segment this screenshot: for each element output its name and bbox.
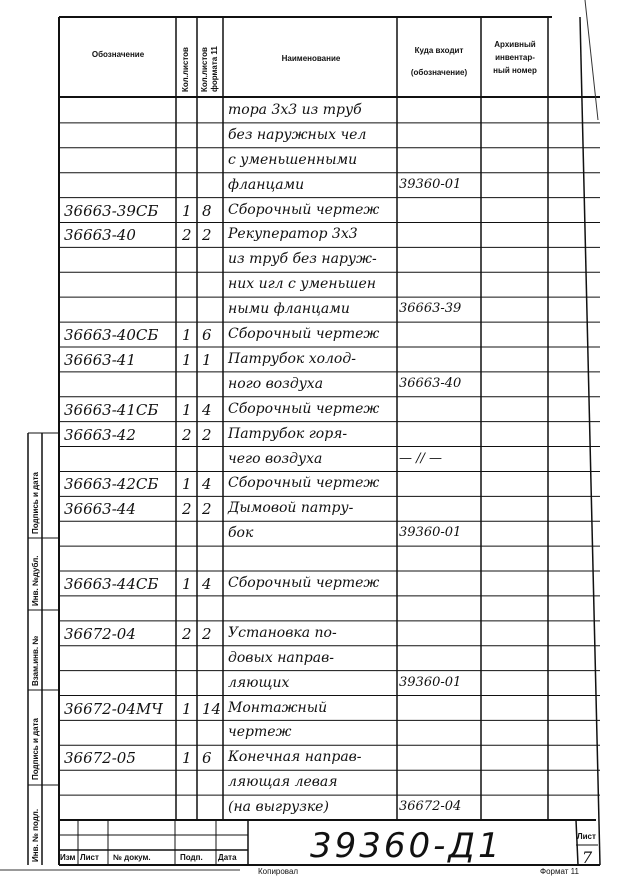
cell-sheets: 1 bbox=[182, 350, 192, 369]
footer-signature: Подп. bbox=[180, 853, 203, 862]
cell-name: ного воздуха bbox=[228, 375, 324, 392]
cell-name: из труб без наруж- bbox=[228, 251, 377, 268]
cell-format: 14 bbox=[202, 699, 222, 718]
header-format-count: Кол.листов формата 11 bbox=[200, 46, 219, 92]
cell-designation: 36663-41 bbox=[64, 350, 136, 369]
footer-change: Изм bbox=[60, 853, 76, 862]
cell-format: 4 bbox=[202, 575, 212, 594]
cell-name: Сборочный чертеж bbox=[228, 400, 380, 417]
label-inv-duplicate: Инв. №дубл. bbox=[31, 555, 40, 606]
cell-name: (на выгрузке) bbox=[228, 799, 329, 816]
cell-name: ляющая левая bbox=[228, 774, 338, 791]
cell-name: Дымовой патру- bbox=[228, 500, 354, 517]
header-archive-line3: ный номер bbox=[493, 66, 537, 75]
cell-name: ными фланцами bbox=[228, 301, 350, 318]
cell-name: Монтажный bbox=[228, 699, 328, 716]
label-sign-date-2: Подпись и дата bbox=[31, 472, 40, 534]
cell-format: 4 bbox=[202, 475, 212, 494]
cell-sheets: 2 bbox=[182, 226, 192, 245]
header-sheet-count: Кол.листов bbox=[181, 47, 190, 92]
header-part-of: Куда входит (обозначение) bbox=[410, 46, 468, 77]
cell-format: 6 bbox=[202, 749, 212, 768]
cell-part-of: 36663-40 bbox=[399, 375, 462, 391]
cell-name: Установка по- bbox=[228, 624, 337, 641]
cell-name: бок bbox=[228, 525, 254, 542]
cell-sheets: 1 bbox=[182, 475, 192, 494]
cell-name: Сборочный чертеж bbox=[228, 475, 380, 492]
footer-sheet: Лист bbox=[80, 853, 99, 862]
cell-designation: 36672-04 bbox=[64, 624, 136, 643]
footer-format: Формат 11 bbox=[540, 867, 579, 876]
cell-part-of: 39360-01 bbox=[399, 525, 462, 541]
header-archive-line1: Архивный bbox=[494, 40, 536, 49]
footer-date: Дата bbox=[218, 853, 237, 862]
cell-designation: 36663-41СБ bbox=[64, 400, 159, 419]
sheet-number: 7 bbox=[582, 848, 593, 867]
cell-name: довых направ- bbox=[228, 649, 334, 666]
cell-part-of: 36672-04 bbox=[399, 799, 462, 815]
cell-name: Конечная направ- bbox=[228, 749, 362, 766]
header-archive bbox=[482, 38, 548, 77]
cell-name: ляющих bbox=[228, 674, 290, 691]
cell-format: 1 bbox=[202, 350, 212, 369]
cell-name: них игл с уменьшен bbox=[228, 276, 376, 293]
cell-part-of: 36663-39 bbox=[399, 301, 462, 317]
cell-designation: 36672-05 bbox=[64, 749, 136, 768]
cell-name: Сборочный чертеж bbox=[228, 201, 380, 218]
cell-designation: 36663-40 bbox=[64, 226, 136, 245]
cell-sheets: 1 bbox=[182, 699, 192, 718]
footer-copied: Копировал bbox=[258, 867, 299, 876]
cell-name: чего воздуха bbox=[228, 450, 323, 467]
cell-name: с уменьшенными bbox=[228, 151, 358, 168]
cell-sheets: 2 bbox=[182, 624, 192, 643]
header-name: Наименование bbox=[281, 54, 341, 63]
cell-format: 4 bbox=[202, 400, 212, 419]
cell-sheets: 2 bbox=[182, 500, 192, 519]
footer-doc-no: № докум. bbox=[113, 853, 151, 862]
cell-format: 2 bbox=[202, 425, 212, 444]
cell-sheets: 1 bbox=[182, 749, 192, 768]
cell-name: Сборочный чертеж bbox=[228, 575, 380, 592]
header-designation: Обозначение bbox=[91, 50, 145, 59]
cell-part-of: 39360-01 bbox=[399, 176, 462, 192]
cell-designation: 36672-04МЧ bbox=[64, 699, 163, 718]
header-archive-line2: инвентар- bbox=[495, 53, 535, 62]
cell-format: 2 bbox=[202, 500, 212, 519]
cell-name: Сборочный чертеж bbox=[228, 326, 380, 343]
cell-name: Патрубок холод- bbox=[228, 350, 356, 367]
cell-format: 2 bbox=[202, 624, 212, 643]
cell-sheets: 1 bbox=[182, 575, 192, 594]
label-replace-inv: Взам.инв. № bbox=[31, 635, 40, 686]
cell-format: 2 bbox=[202, 226, 212, 245]
cell-part-of: 39360-01 bbox=[399, 674, 462, 690]
cell-sheets: 1 bbox=[182, 400, 192, 419]
cell-name: чертеж bbox=[228, 724, 292, 741]
footer-sheet-label: Лист bbox=[577, 832, 596, 841]
cell-sheets: 1 bbox=[182, 201, 192, 220]
label-inv-original: Инв. № подл. bbox=[31, 808, 40, 862]
cell-name: тора 3х3 из труб bbox=[228, 102, 362, 118]
cell-designation: 36663-44 bbox=[64, 500, 136, 519]
cell-designation: 36663-42 bbox=[64, 425, 136, 444]
cell-name: без наружных чел bbox=[228, 126, 367, 143]
cell-designation: 36663-39СБ bbox=[64, 201, 159, 220]
cell-format: 6 bbox=[202, 326, 212, 345]
cell-name: Патрубок горя- bbox=[228, 425, 348, 442]
cell-name: фланцами bbox=[228, 176, 305, 193]
cell-designation: 36663-42СБ bbox=[64, 475, 159, 494]
cell-part-of: — // — bbox=[399, 450, 443, 466]
cell-format: 8 bbox=[202, 201, 212, 220]
cell-designation: 36663-44СБ bbox=[64, 575, 159, 594]
cell-name: Рекуператор 3х3 bbox=[228, 226, 358, 243]
cell-sheets: 2 bbox=[182, 425, 192, 444]
cell-designation: 36663-40СБ bbox=[64, 326, 159, 345]
document-code: 39360-Д1 bbox=[310, 826, 503, 866]
label-sign-date-1: Подпись и дата bbox=[31, 718, 40, 780]
cell-sheets: 1 bbox=[182, 326, 192, 345]
